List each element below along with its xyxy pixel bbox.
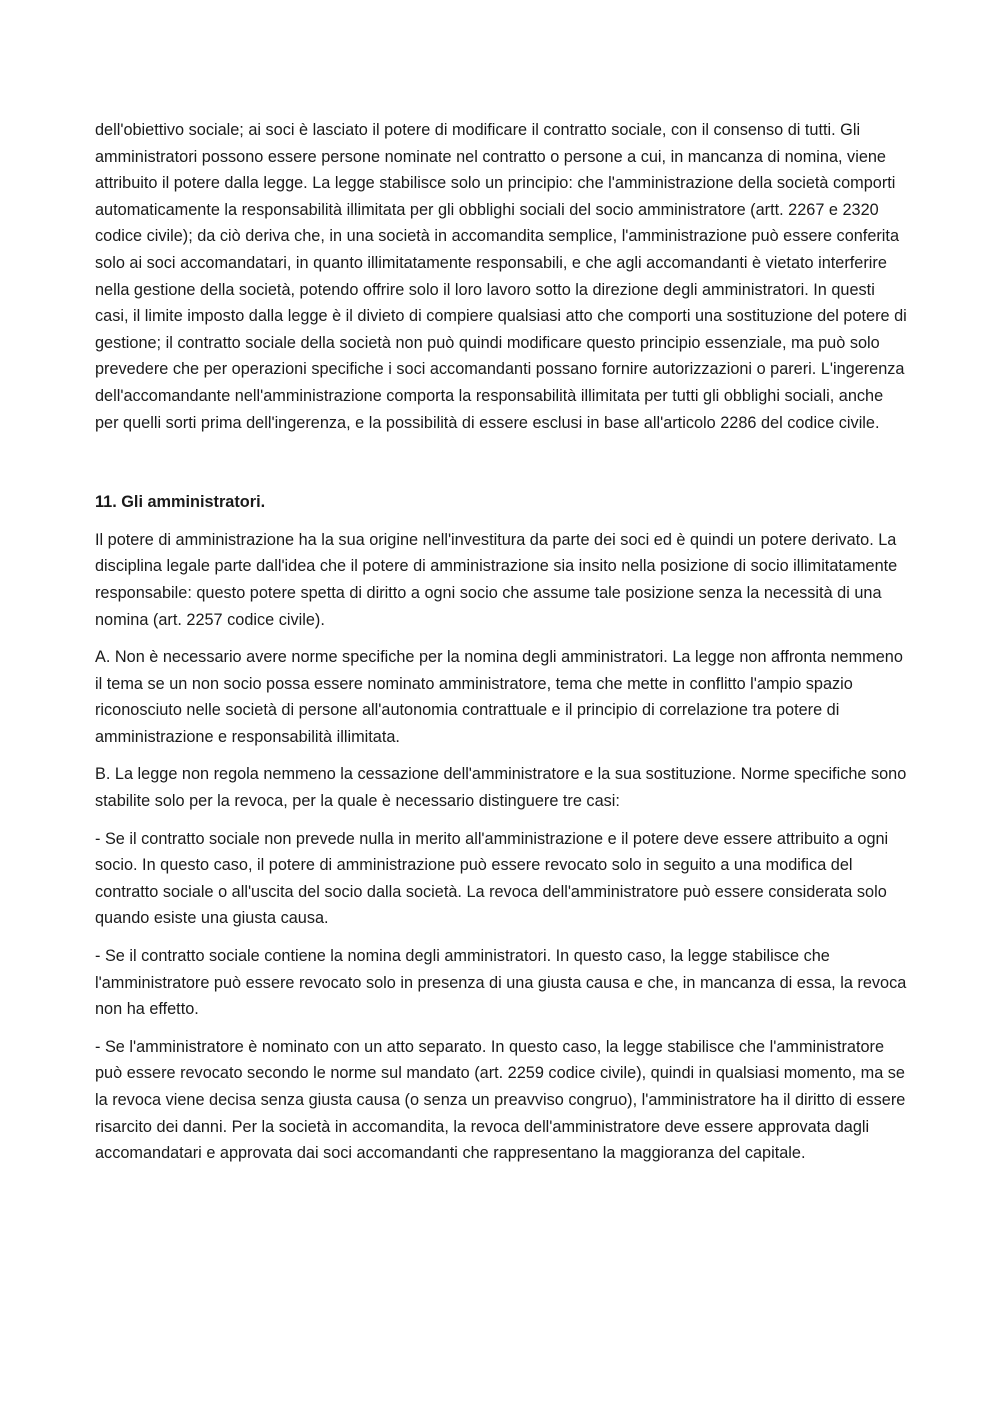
paragraph-a-nomination: A. Non è necessario avere norme specifiche per la nomina degli amministratori. La legge non affronta nemmeno il tema se un non socio possa essere nominato amministratore, tema che mette in conflitto l'ampio spazio riconosciuto nelle società di persone all'autonomia contrattuale e il principio di correlazione tra potere di amministrazione e responsabilità illimitata. <box>95 648 903 746</box>
intro-paragraph: dell'obiettivo sociale; ai soci è lasciato il potere di modificare il contratto sociale, con il consenso di tutti. Gli amministratori possono essere persone nominate nel contratto o persone a cui, in mancanza di nomina, viene attribuito il potere dalla legge. La legge stabilisce solo un principio: che l'amministrazione della società comporti automaticamente la responsabilità illimitata per gli obblighi sociali del socio amministratore (artt. 2267 e 2320 codice civile); da ciò deriva che, in una società in accomandita semplice, l'amministrazione può essere conferita solo ai soci accomandatari, in quanto illimitatamente responsabili, e che agli accomandanti è vietato interferire nella gestione della società, potendo offrire solo il loro lavoro sotto la direzione degli amministratori. In questi casi, il limite imposto dalla legge è il divieto di compiere qualsiasi atto che comporti una sostituzione del potere di gestione; il contratto sociale della società non può quindi modificare questo principio essenziale, ma può solo prevedere che per operazioni specifiche i soci accomandanti possano fornire autorizzazioni o pareri. L'ingerenza dell'accomandante nell'amministrazione comporta la responsabilità illimitata per tutti gli obblighi sociali, anche per quelli sorti prima dell'ingerenza, e la possibilità di essere esclusi in base all'articolo 2286 del codice civile. <box>95 121 907 432</box>
list-item-case-2: - Se il contratto sociale contiene la nomina degli amministratori. In questo caso, la legge stabilisce che l'amministratore può essere revocato solo in presenza di una giusta causa e che, in mancanza di essa, la revoca non ha effetto. <box>95 947 907 1019</box>
list-item-case-1: - Se il contratto sociale non prevede nulla in merito all'amministrazione e il potere deve essere attribuito a ogni socio. In questo caso, il potere di amministrazione può essere revocato solo in seguito a una modifica del contratto sociale o all'uscita del socio dalla società. La revoca dell'amministratore può essere considerata solo quando esiste una giusta causa. <box>95 829 889 928</box>
paragraph-origin: Il potere di amministrazione ha la sua origine nell'investitura da parte dei soci ed è quindi un potere derivato. La disciplina legale parte dall'idea che il potere di amministrazione sia insito nella posizione di socio illimitatamente responsabile: questo potere spetta di diritto a ogni socio che assume tale posizione senza la necessità di una nomina (art. 2257 codice civile). <box>95 530 898 629</box>
list-item-case-3: - Se l'amministratore è nominato con un atto separato. In questo caso, la legge stabilisce che l'amministratore può essere revocato secondo le norme sul mandato (art. 2259 codice civile), quindi in qualsiasi momento, ma se la revoca viene decisa senza giusta causa (o senza un preavviso congruo), l'amministratore ha il diritto di essere risarcito dei danni. Per la società in accomandita, la revoca dell'amministratore deve essere approvata dagli accomandatari e approvata dai soci accomandanti che rappresentano la maggioranza del capitale. <box>95 1037 906 1163</box>
document-page <box>95 117 907 1178</box>
section-heading: 11. Gli amministratori. <box>95 493 266 512</box>
paragraph-b-revocation: B. La legge non regola nemmeno la cessazione dell'amministratore e la sua sostituzione. Norme specifiche sono stabilite solo per la revoca, per la quale è necessario distinguere tre casi: <box>95 765 907 811</box>
